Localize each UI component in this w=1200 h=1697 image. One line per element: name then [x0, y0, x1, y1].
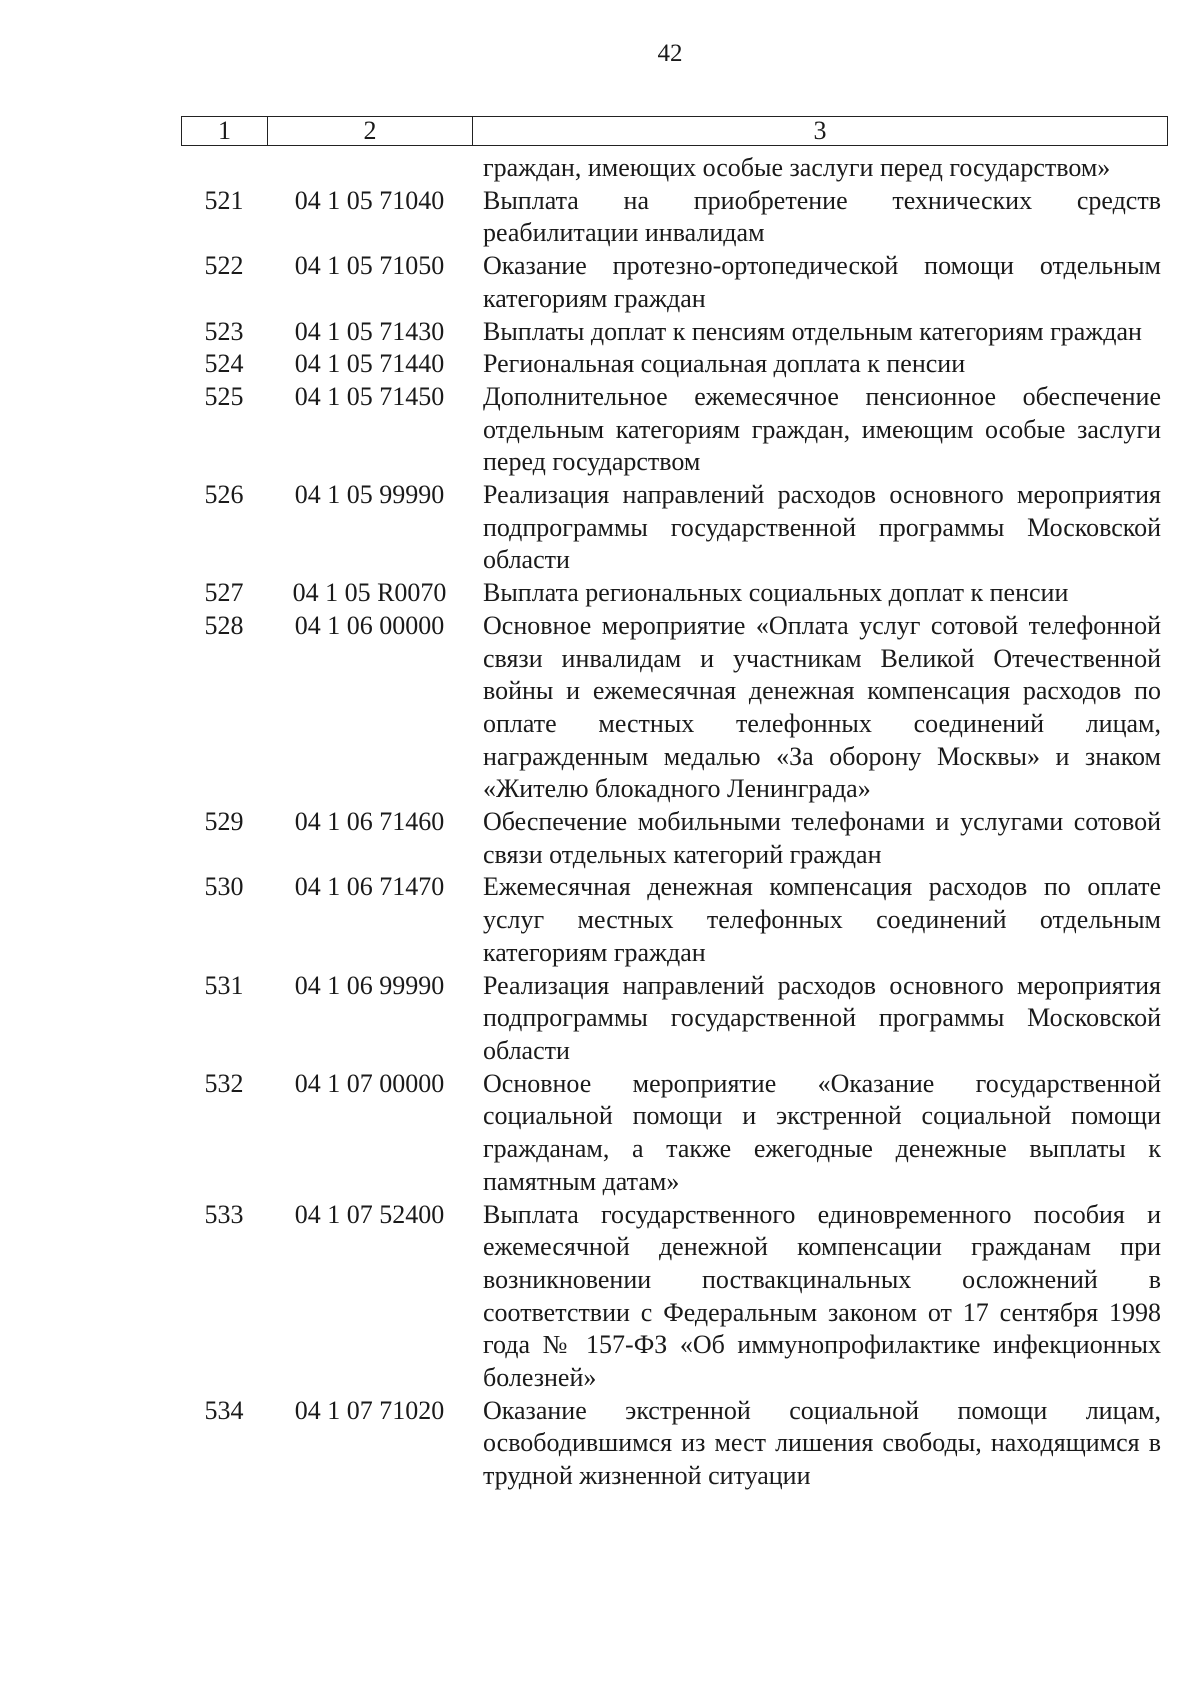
table-row	[181, 577, 1161, 610]
row-number: 522	[204, 251, 244, 281]
row-code: 04 1 06 00000	[294, 610, 445, 640]
row-code: 04 1 05 71450	[294, 381, 445, 411]
row-description: Региональная социальная доплата к пенсии	[483, 349, 966, 379]
row-description: Оказание экстренной социальной помощи лицам, освободившимся из мест лишения свободы, находящимся в трудной жизненной ситуации	[483, 1395, 1161, 1491]
row-description: Реализация направлений расходов основного мероприятия подпрограммы государственной программы Московской области	[483, 970, 1161, 1065]
row-code: 04 1 06 99990	[294, 970, 445, 1000]
row-number: 528	[204, 610, 244, 640]
table-row	[181, 806, 1161, 871]
row-number: 524	[204, 349, 244, 379]
row-code: 04 1 06 71470	[294, 872, 445, 902]
row-code: 04 1 05 71430	[294, 316, 445, 346]
row-description: Выплаты доплат к пенсиям отдельным категориям граждан	[483, 316, 1142, 346]
row-code: 04 1 07 71020	[294, 1395, 445, 1425]
table-row	[181, 479, 1161, 577]
table-row	[181, 348, 1161, 381]
table-header	[181, 116, 1168, 146]
row-number: 533	[204, 1199, 244, 1229]
header-col-2: 2	[268, 117, 473, 145]
table-row	[181, 871, 1161, 969]
row-description: Основное мероприятие «Оказание государственной социальной помощи и экстренной социальной помощи гражданам, а также ежегодные денежные выплаты к памятным датам»	[483, 1068, 1161, 1196]
table-row	[181, 250, 1161, 315]
page-number: 42	[657, 40, 683, 67]
row-code: 04 1 07 00000	[294, 1068, 445, 1098]
row-description: граждан, имеющих особые заслуги перед государством»	[483, 153, 1111, 182]
row-code: 04 1 07 52400	[294, 1199, 445, 1229]
row-description: Обеспечение мобильными телефонами и услугами сотовой связи отдельных категорий граждан	[483, 807, 1161, 869]
row-number: 527	[204, 578, 244, 608]
row-number: 529	[204, 807, 244, 837]
row-code: 04 1 06 71460	[294, 807, 445, 837]
row-description: Ежемесячная денежная компенсация расходов по оплате услуг местных телефонных соединений отдельным категориям граждан	[483, 872, 1161, 967]
row-code: 04 1 05 R0070	[292, 578, 447, 608]
table-body	[181, 152, 1161, 1493]
table-row	[181, 1068, 1161, 1199]
row-description: Основное мероприятие «Оплата услуг сотовой телефонной связи инвалидам и участникам Великой Отечественной войны и ежемесячная денежная компенсация расходов по оплате местных телефонных соединений лицам, награжденным медалью «За оборону Москвы» и знаком «Жителю блокадного Ленинграда»	[483, 610, 1161, 804]
table-row	[181, 185, 1161, 250]
row-description: Оказание протезно-ортопедической помощи отдельным категориям граждан	[483, 251, 1161, 313]
row-code: 04 1 05 99990	[294, 480, 445, 510]
row-number: 523	[204, 316, 244, 346]
row-description: Дополнительное ежемесячное пенсионное обеспечение отдельным категориям граждан, имеющим особые заслуги перед государством	[483, 381, 1161, 477]
row-code: 04 1 05 71440	[294, 349, 445, 379]
table-row	[181, 1199, 1161, 1395]
header-col-3: 3	[813, 116, 827, 145]
row-number: 534	[204, 1395, 244, 1425]
table-row	[181, 381, 1161, 479]
table-row	[181, 1395, 1161, 1493]
row-number: 526	[204, 480, 244, 510]
row-code: 04 1 05 71040	[294, 185, 445, 215]
row-description: Выплата на приобретение технических средств реабилитации инвалидам	[483, 185, 1161, 248]
table-row	[181, 152, 1161, 185]
table-row	[181, 610, 1161, 806]
row-description: Выплата региональных социальных доплат к пенсии	[483, 578, 1069, 608]
table-row	[181, 970, 1161, 1068]
header-col-1: 1	[182, 117, 268, 145]
row-number: 521	[204, 185, 244, 215]
row-number: 530	[204, 872, 244, 902]
table-row	[181, 316, 1161, 349]
row-number: 532	[204, 1068, 244, 1098]
row-description: Выплата государственного единовременного пособия и ежемесячной денежной компенсации гражданам при возникновении поствакцинальных осложнений в соответствии с Федеральным законом от 17 сентября 1998 года № 157-ФЗ «Об иммунопрофилактике инфекционных болезней»	[483, 1199, 1161, 1393]
row-code: 04 1 05 71050	[294, 251, 445, 281]
row-number: 525	[204, 381, 244, 411]
row-description: Реализация направлений расходов основного мероприятия подпрограммы государственной программы Московской области	[483, 480, 1161, 575]
row-number: 531	[204, 970, 244, 1000]
